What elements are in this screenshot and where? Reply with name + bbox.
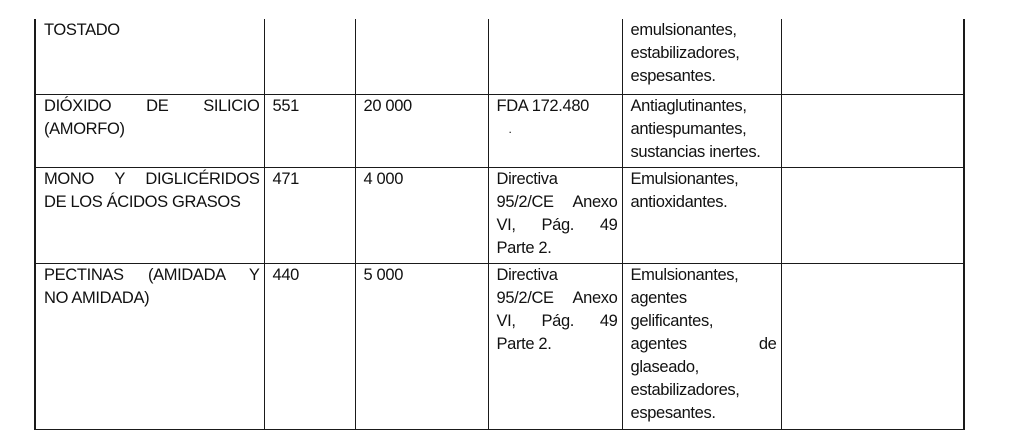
function-line: Emulsionantes, [630,265,739,284]
reference-line: VI, Pág. 49 [496,311,618,330]
reference-cell [488,167,622,263]
function-line: agentes [630,288,687,307]
ins-number: 440 [272,265,299,284]
additives-table-page [34,19,965,430]
function-line: emulsionantes, [630,21,737,39]
function-line: gelificantes, [630,311,714,330]
function-line: antiespumantes, [630,119,747,138]
reference-line: FDA 172.480 [496,96,589,115]
limit-cell [355,94,488,167]
ins-cell [264,94,355,167]
additive-name-line: DE LOS ÁCIDOS GRASOS [44,192,241,211]
additive-name-line: (AMORFO) [44,119,125,138]
ins-cell [264,19,355,94]
ins-cell [264,263,355,429]
empty-cell [781,19,964,94]
reference-cell [488,94,622,167]
function-cell [622,19,781,94]
function-line: sustancias inertes. [630,142,761,161]
additive-name-line: PECTINAS (AMIDADA Y [44,265,260,284]
ins-number: 471 [272,169,299,188]
reference-line: Directiva [496,265,558,284]
additive-name-line: MONO Y DIGLICÉRIDOS [44,169,260,188]
function-line: glaseado, [630,357,699,376]
additive-name-cell [35,94,264,167]
empty-cell [781,94,964,167]
reference-mark: . [508,121,512,136]
table-row [35,167,964,263]
function-line: espesantes. [630,67,716,85]
limit-cell [355,19,488,94]
function-line: Emulsionantes, [630,169,739,188]
ins-cell [264,167,355,263]
additive-name-cell [35,263,264,429]
function-line: Antiaglutinantes, [630,96,747,115]
function-line: agentes de [630,334,777,353]
reference-cell [488,19,622,94]
additive-name-cell [35,167,264,263]
function-line: estabilizadores, [630,44,740,62]
function-cell [622,94,781,167]
reference-line: Parte 2. [496,238,552,257]
reference-line: 95/2/CE Anexo [496,192,618,211]
function-line: espesantes. [630,403,716,422]
empty-cell [781,167,964,263]
reference-line: Parte 2. [496,334,552,353]
max-limit: 5 000 [363,265,404,284]
additive-name-cell [35,19,264,94]
additive-name-line: TOSTADO [44,21,120,39]
function-line: antioxidantes. [630,192,728,211]
reference-line: 95/2/CE Anexo [496,288,618,307]
reference-line: Directiva [496,169,558,188]
function-line: estabilizadores, [630,380,740,399]
table-row [35,263,964,429]
table-row [35,19,964,94]
max-limit: 4 000 [363,169,404,188]
additive-name-line: NO AMIDADA) [44,288,150,307]
ins-number: 551 [272,96,299,115]
reference-line: VI, Pág. 49 [496,215,618,234]
additive-name-line: DIÓXIDO DE SILICIO [44,96,260,115]
max-limit: 20 000 [363,96,412,115]
additives-table [34,19,965,430]
function-cell [622,263,781,429]
empty-cell [781,263,964,429]
function-cell [622,167,781,263]
limit-cell [355,167,488,263]
table-row [35,94,964,167]
limit-cell [355,263,488,429]
reference-cell [488,263,622,429]
